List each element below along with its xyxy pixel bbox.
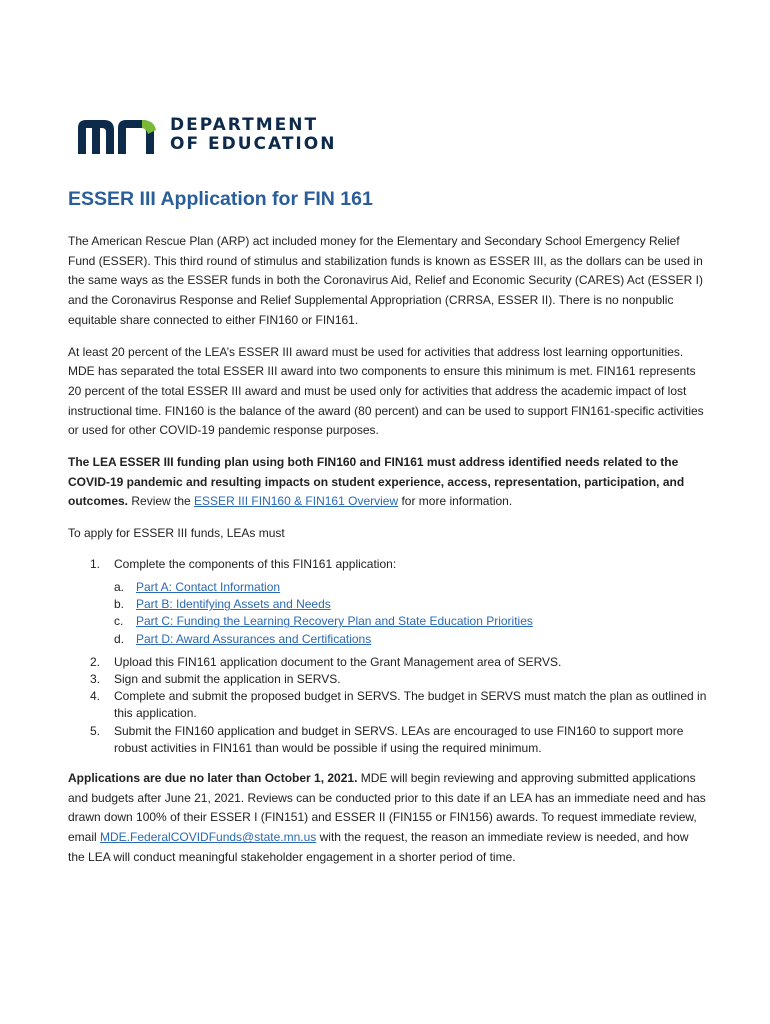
substep-item	[114, 631, 708, 648]
substeps-list	[114, 579, 708, 648]
substep-letter: c.	[114, 614, 124, 629]
substep-letter: b.	[114, 597, 125, 612]
step-item	[68, 671, 708, 688]
step-text: Complete the components of this FIN161 application:	[114, 556, 397, 571]
paragraph-funding-plan	[68, 453, 708, 512]
paragraph-intro: The American Rescue Plan (ARP) act included money for the Elementary and Secondary School Emergency Relief Fund (ESSER). This third round of stimulus and stabilization funds is known as ESSER III, as the dollars can be used in the same ways as the ESSER funds in both the Coronavirus Aid, Relief and Economic Security (CARES) Act (ESSER I) and the Coronavirus Response and Relief Supplemental Appropriation (CRRSA, ESSER II). There is no nonpublic equitable share connected to either FIN160 or FIN161.	[68, 234, 703, 327]
part-c-link[interactable]: Part C: Funding the Learning Recovery Plan and State Education Priorities	[136, 614, 533, 629]
mn-logo-mark-icon	[76, 114, 160, 156]
step-text: Submit the FIN160 application and budget in SERVS. LEAs are encouraged to use FIN160 to support more robust activities in FIN161 than would be possible if using the required minimum.	[114, 723, 684, 755]
deadline-bold: Applications are due no later than October 1, 2021.	[68, 771, 358, 786]
email-link[interactable]: MDE.FederalCOVIDFunds@state.mn.us	[100, 830, 317, 845]
logo-line-1: DEPARTMENT	[170, 115, 319, 135]
step-item	[68, 723, 708, 757]
document-body	[68, 232, 708, 880]
step-number: 2.	[90, 654, 101, 669]
paragraph-apply-intro: To apply for ESSER III funds, LEAs must	[68, 526, 285, 541]
deadline-text-2: with the request, the reason an immediate review is needed, and how the LEA will conduct meaningful stakeholder engagement in a shorter period of time.	[68, 830, 689, 864]
substep-letter: d.	[114, 631, 125, 646]
part-b-link[interactable]: Part B: Identifying Assets and Needs	[136, 597, 331, 612]
steps-list-wrap	[68, 556, 708, 757]
step-item	[68, 688, 708, 722]
step-item	[68, 654, 708, 671]
step-number: 5.	[90, 723, 101, 738]
step-item	[68, 556, 708, 648]
substep-item	[114, 613, 708, 630]
substep-item	[114, 596, 708, 613]
mde-logo	[76, 114, 336, 156]
step-number: 3.	[90, 672, 101, 687]
funding-plan-pre-link: Review the	[128, 494, 195, 509]
substep-item	[114, 579, 708, 596]
funding-plan-bold: The LEA ESSER III funding plan using both FIN160 and FIN161 must address identified needs related to the COVID-19 pandemic and resulting impacts on student experience, access, representation, participation, and outcomes.	[68, 455, 685, 509]
part-d-link[interactable]: Part D: Award Assurances and Certifications	[136, 631, 372, 646]
paragraph-allocation: At least 20 percent of the LEA’s ESSER III award must be used for activities that address lost learning opportunities. MDE has separated the total ESSER III award into two components to ensure this minimum is met. FIN161 represents 20 percent of the total ESSER III award and must be used only for activities that address the academic impact of lost instructional time. FIN160 is the balance of the award (80 percent) and can be used to support FIN161-specific activities or used for other COVID-19 pandemic response purposes.	[68, 344, 704, 438]
logo-wordmark	[170, 116, 336, 154]
overview-link[interactable]: ESSER III FIN160 & FIN161 Overview	[194, 494, 399, 509]
steps-list	[68, 556, 708, 757]
paragraph-deadline	[68, 769, 708, 868]
step-text: Sign and submit the application in SERVS.	[114, 672, 341, 687]
step-text: Complete and submit the proposed budget in SERVS. The budget in SERVS must match the plan as outlined in this application.	[114, 689, 707, 721]
step-number: 4.	[90, 689, 101, 704]
part-a-link[interactable]: Part A: Contact Information	[136, 580, 281, 595]
logo-line-2: OF EDUCATION	[170, 134, 337, 154]
step-number: 1.	[90, 556, 101, 571]
substep-letter: a.	[114, 580, 125, 595]
page-title: ESSER III Application for FIN 161	[68, 188, 373, 210]
funding-plan-post-link: for more information.	[398, 494, 513, 509]
step-text: Upload this FIN161 application document to the Grant Management area of SERVS.	[114, 654, 562, 669]
deadline-text-1: MDE will begin reviewing and approving submitted applications and budgets after June 21, 2021. Reviews can be conducted prior to this date if an LEA has an immediate need and has drawn down 100% of their ESSER I (FIN151) and ESSER II (FIN155 or FIN156) awards. To request immediate review, email	[68, 771, 706, 845]
